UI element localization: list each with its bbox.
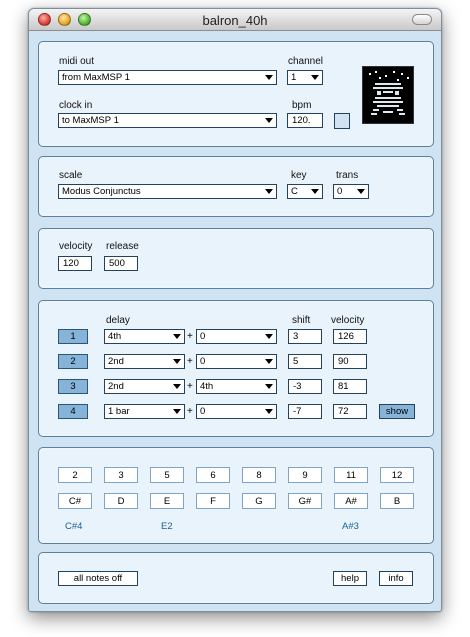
note-grid-panel <box>38 447 434 544</box>
delay-value: 2nd <box>108 381 124 392</box>
grid-note-cell[interactable]: C# <box>58 493 92 509</box>
chevron-down-icon <box>265 359 273 364</box>
clock-indicator-toggle[interactable] <box>334 113 350 129</box>
chevron-down-icon <box>265 334 273 339</box>
delay-value: 4th <box>108 331 122 342</box>
shift-header: shift <box>292 315 311 326</box>
show-button[interactable]: show <box>379 404 415 419</box>
delay-value: 1 bar <box>108 406 130 417</box>
all-notes-off-button[interactable]: all notes off <box>58 571 138 586</box>
chevron-down-icon <box>357 189 365 194</box>
balron-logo-icon <box>362 66 414 124</box>
channel-value: 1 <box>291 72 297 83</box>
chevron-down-icon <box>173 409 181 414</box>
grid-note-cell[interactable]: A# <box>334 493 368 509</box>
delay-row-1-delay-menu[interactable] <box>104 329 185 344</box>
bpm-number-box[interactable]: 120. <box>287 113 323 128</box>
delay-row-2-velocity[interactable]: 90 <box>333 354 367 369</box>
offset-value: 0 <box>200 356 206 367</box>
delay-velocity-header: velocity <box>331 315 365 326</box>
delay-row-3-offset-menu[interactable] <box>196 379 277 394</box>
delay-panel <box>38 300 434 437</box>
footer-panel <box>38 552 434 604</box>
chevron-down-icon <box>265 409 273 414</box>
velocity-label: velocity <box>59 241 93 252</box>
delay-row-4-shift[interactable]: -7 <box>288 404 322 419</box>
io-panel <box>38 41 434 147</box>
app-window <box>28 8 442 612</box>
chevron-down-icon <box>173 359 181 364</box>
key-menu[interactable] <box>287 184 323 199</box>
grid-number-cell[interactable]: 8 <box>242 467 276 483</box>
delay-row-3-shift[interactable]: -3 <box>288 379 322 394</box>
note-readout: A#3 <box>342 521 359 532</box>
delay-row-2-button[interactable]: 2 <box>58 354 88 369</box>
grid-number-cell[interactable]: 6 <box>196 467 230 483</box>
grid-number-cell[interactable]: 3 <box>104 467 138 483</box>
delay-header: delay <box>106 315 130 326</box>
title-bar[interactable] <box>29 9 441 31</box>
grid-note-cell[interactable]: E <box>150 493 184 509</box>
grid-note-cell[interactable]: B <box>380 493 414 509</box>
chevron-down-icon <box>265 75 273 80</box>
trans-menu[interactable] <box>333 184 369 199</box>
note-readout: E2 <box>161 521 173 532</box>
offset-value: 0 <box>200 331 206 342</box>
delay-row-1-velocity[interactable]: 126 <box>333 329 367 344</box>
help-button[interactable]: help <box>333 571 367 586</box>
scale-menu[interactable] <box>58 184 277 199</box>
delay-row-1-shift[interactable]: 3 <box>288 329 322 344</box>
chevron-down-icon <box>265 384 273 389</box>
window-title: balron_40h <box>202 13 268 28</box>
key-label: key <box>291 170 307 181</box>
grid-note-cell[interactable]: D <box>104 493 138 509</box>
delay-row-1-offset-menu[interactable] <box>196 329 277 344</box>
plus-sign: + <box>187 406 193 417</box>
clock-in-label: clock in <box>59 100 93 111</box>
grid-note-cell[interactable]: G <box>242 493 276 509</box>
channel-menu[interactable] <box>287 70 323 85</box>
midi-out-menu[interactable] <box>58 70 277 85</box>
grid-number-cell[interactable]: 2 <box>58 467 92 483</box>
chevron-down-icon <box>173 334 181 339</box>
note-panel <box>38 228 434 289</box>
delay-row-2-delay-menu[interactable] <box>104 354 185 369</box>
info-button[interactable]: info <box>379 571 413 586</box>
grid-note-cell[interactable]: G# <box>288 493 322 509</box>
velocity-number-box[interactable]: 120 <box>58 256 92 271</box>
grid-number-cell[interactable]: 11 <box>334 467 368 483</box>
chevron-down-icon <box>311 75 319 80</box>
clock-in-menu[interactable] <box>58 113 277 128</box>
chevron-down-icon <box>265 118 273 123</box>
delay-row-3-velocity[interactable]: 81 <box>333 379 367 394</box>
delay-row-2-offset-menu[interactable] <box>196 354 277 369</box>
bpm-label: bpm <box>292 100 312 111</box>
release-number-box[interactable]: 500 <box>104 256 138 271</box>
note-readout: C#4 <box>65 521 83 532</box>
toolbar-toggle-button[interactable] <box>412 14 432 25</box>
scale-label: scale <box>59 170 83 181</box>
plus-sign: + <box>187 381 193 392</box>
midi-out-value: from MaxMSP 1 <box>62 72 130 83</box>
grid-number-cell[interactable]: 12 <box>380 467 414 483</box>
release-label: release <box>106 241 139 252</box>
channel-label: channel <box>288 56 324 67</box>
chevron-down-icon <box>311 189 319 194</box>
plus-sign: + <box>187 356 193 367</box>
scale-value: Modus Conjunctus <box>62 186 141 197</box>
grid-note-cell[interactable]: F <box>196 493 230 509</box>
chevron-down-icon <box>173 384 181 389</box>
delay-row-3-delay-menu[interactable] <box>104 379 185 394</box>
clock-in-value: to MaxMSP 1 <box>62 115 119 126</box>
delay-row-4-delay-menu[interactable] <box>104 404 185 419</box>
grid-number-cell[interactable]: 9 <box>288 467 322 483</box>
scale-panel <box>38 156 434 217</box>
delay-value: 2nd <box>108 356 124 367</box>
chevron-down-icon <box>265 189 273 194</box>
delay-row-4-button[interactable]: 4 <box>58 404 88 419</box>
trans-label: trans <box>336 170 359 181</box>
delay-row-4-velocity[interactable]: 72 <box>333 404 367 419</box>
offset-value: 0 <box>200 406 206 417</box>
delay-row-3-button[interactable]: 3 <box>58 379 88 394</box>
key-value: C <box>291 186 298 197</box>
trans-value: 0 <box>337 186 343 197</box>
delay-row-4-offset-menu[interactable] <box>196 404 277 419</box>
delay-row-1-button[interactable]: 1 <box>58 329 88 344</box>
grid-number-cell[interactable]: 5 <box>150 467 184 483</box>
offset-value: 4th <box>200 381 214 392</box>
delay-row-2-shift[interactable]: 5 <box>288 354 322 369</box>
plus-sign: + <box>187 331 193 342</box>
midi-out-label: midi out <box>59 56 95 67</box>
